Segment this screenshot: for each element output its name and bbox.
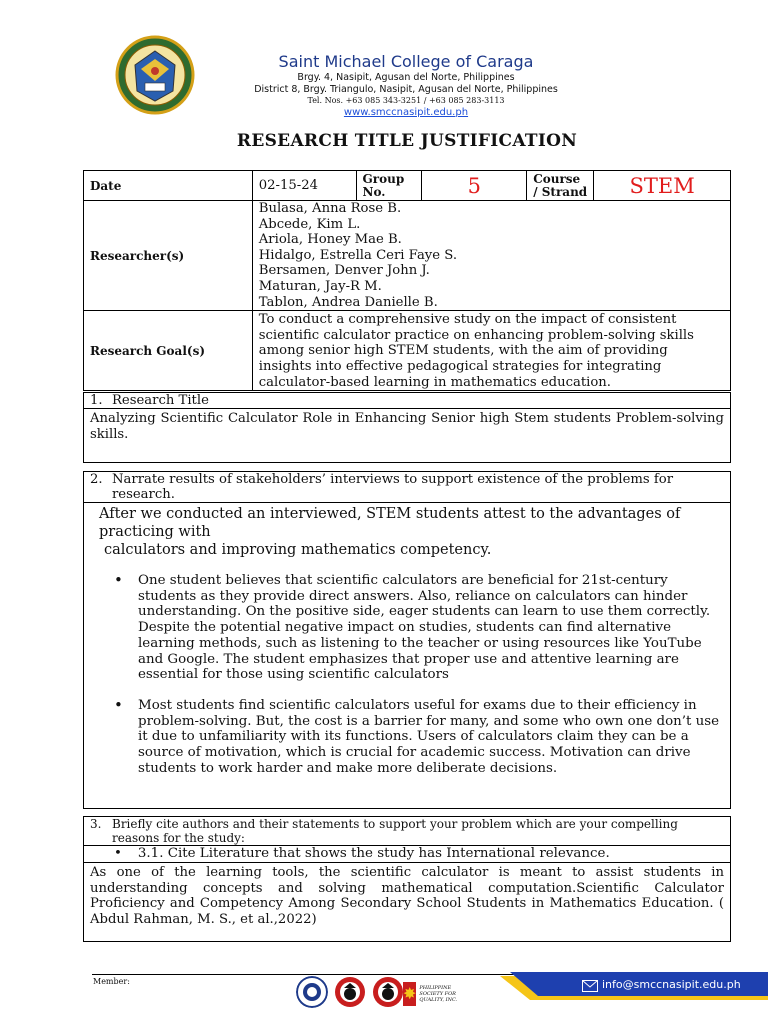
member-logo-icon — [372, 976, 404, 1008]
literature-subheading — [84, 846, 730, 863]
psq-text: PHILIPPINE SOCIETY FOR QUALITY, INC. — [419, 985, 458, 1003]
contact-email[interactable]: info@smccnasipit.edu.ph — [602, 978, 741, 991]
group-label-line-1: Group — [362, 171, 405, 186]
research-title-heading — [84, 393, 730, 409]
document-title: RESEARCH TITLE JUSTIFICATION — [236, 131, 578, 151]
group-value: 5 — [422, 171, 527, 201]
research-title-section — [83, 392, 731, 463]
research-goal-text: To conduct a comprehensive study on the impact of consistent scientific calculator practice on enhancing problem-solving skills among senior high STEM students, with the aim of providing insights into effective pedagogical strategies for integrating calculator-based learning in mathematics education. — [252, 311, 730, 391]
group-label-line-2: No. — [362, 184, 386, 199]
psq-logo — [403, 980, 473, 1008]
literature-citation-heading — [84, 817, 730, 846]
stakeholder-interviews-heading — [84, 472, 730, 503]
date-value: 02-15-24 — [252, 171, 356, 201]
college-address-line-1: Brgy. 4, Nasipit, Agusan del Norte, Philippines — [297, 72, 515, 83]
course-label-line-1: Course — [533, 171, 581, 186]
researcher-name: Maturan, Jay-R M. — [258, 278, 382, 294]
section-number: 1. — [90, 393, 103, 408]
researcher-name: Bulasa, Anna Rose B. — [258, 201, 402, 216]
college-name: Saint Michael College of Caraga — [278, 52, 534, 71]
researcher-name: Bersamen, Denver John J. — [258, 263, 430, 279]
researcher-name: Ariola, Honey Mae B. — [258, 232, 402, 248]
researcher-name: Hidalgo, Estrella Ceri Faye S. — [258, 247, 458, 263]
researcher-name: Tablon, Andrea Danielle B. — [258, 294, 438, 310]
course-label-line-2: / Strand — [533, 184, 588, 199]
date-label: Date — [84, 171, 253, 201]
interview-findings-list — [84, 573, 730, 776]
literature-citation-section — [83, 816, 731, 942]
stakeholder-interviews-section — [83, 471, 731, 809]
list-item: • One student believes that scientific calculators are beneficial for 21st-century students as they provide direct answers. Also, reliance on calculators can hinder understanding. On the positive side, eager students can learn to use them correctly. Despite the potential negative impact on studies, students can find alternative learning methods, such as listening to the teacher or using resources like YouTube and Google. The student emphasizes that proper use and attentive learning are essential for those using scientific calculators — [138, 573, 730, 683]
intro-line-2: calculators and improving mathematics competency. — [104, 542, 492, 558]
section-heading: Research Title — [112, 393, 209, 408]
section-heading: Briefly cite authors and their statements to support your problem which are your compelling reasons for the study: — [112, 817, 678, 845]
research-goal-label: Research Goal(s) — [84, 311, 253, 391]
literature-citation-text: As one of the learning tools, the scientific calculator is meant to assist students in understanding concepts and solving mathematical computation.Scientific Calculator Proficiency and Competency Among Secondary School Students in Mathematics Education. ( Abdul Rahman, M. S., et al.,2022) — [90, 865, 724, 927]
college-seal-icon — [115, 35, 195, 115]
subheading-text: 3.1. Cite Literature that shows the study has International relevance. — [137, 846, 610, 861]
info-table — [83, 170, 731, 391]
research-title-text: Analyzing Scientific Calculator Role in Enhancing Senior high Stem students Problem-solving skills. — [90, 411, 724, 442]
bullet-icon: • — [114, 846, 122, 861]
member-logo-icon — [334, 976, 366, 1008]
member-seal-icon — [296, 976, 328, 1008]
interviews-intro — [84, 503, 730, 559]
college-website-link[interactable]: www.smccnasipit.edu.ph — [343, 107, 469, 118]
mail-icon — [582, 980, 598, 992]
college-address-line-2: District 8, Brgy. Triangulo, Nasipit, Agusan del Norte, Philippines — [254, 84, 558, 95]
member-label: Member: — [93, 977, 130, 986]
section-number: 2. — [90, 472, 103, 487]
researcher-name: Abcede, Kim L. — [258, 216, 361, 232]
researchers-label: Researcher(s) — [84, 201, 253, 311]
course-label — [527, 171, 594, 201]
member-logos — [296, 976, 404, 1008]
section-heading: Narrate results of stakeholders’ interviews to support existence of the problems for research. — [112, 472, 673, 502]
psq-emblem-icon: ✸ — [403, 982, 416, 1006]
list-item: • Most students find scientific calculators useful for exams due to their efficiency in problem-solving. But, the cost is a barrier for many, and some who own one don’t use it due to unfamiliarity with its functions. Users of calculators claim they can be a source of motivation, which is crucial for academic success. Motivation can drive students to work harder and make more deliberate decisions. — [138, 698, 730, 777]
group-label — [356, 171, 422, 201]
college-telephone: Tel. Nos. +63 085 343-3251 / +63 085 283-3113 — [307, 96, 505, 105]
section-number: 3. — [90, 817, 102, 831]
course-value: STEM — [594, 171, 731, 201]
intro-line-1: After we conducted an interviewed, STEM students attest to the advantages of practicing with — [99, 506, 681, 540]
researchers-list — [252, 201, 730, 311]
